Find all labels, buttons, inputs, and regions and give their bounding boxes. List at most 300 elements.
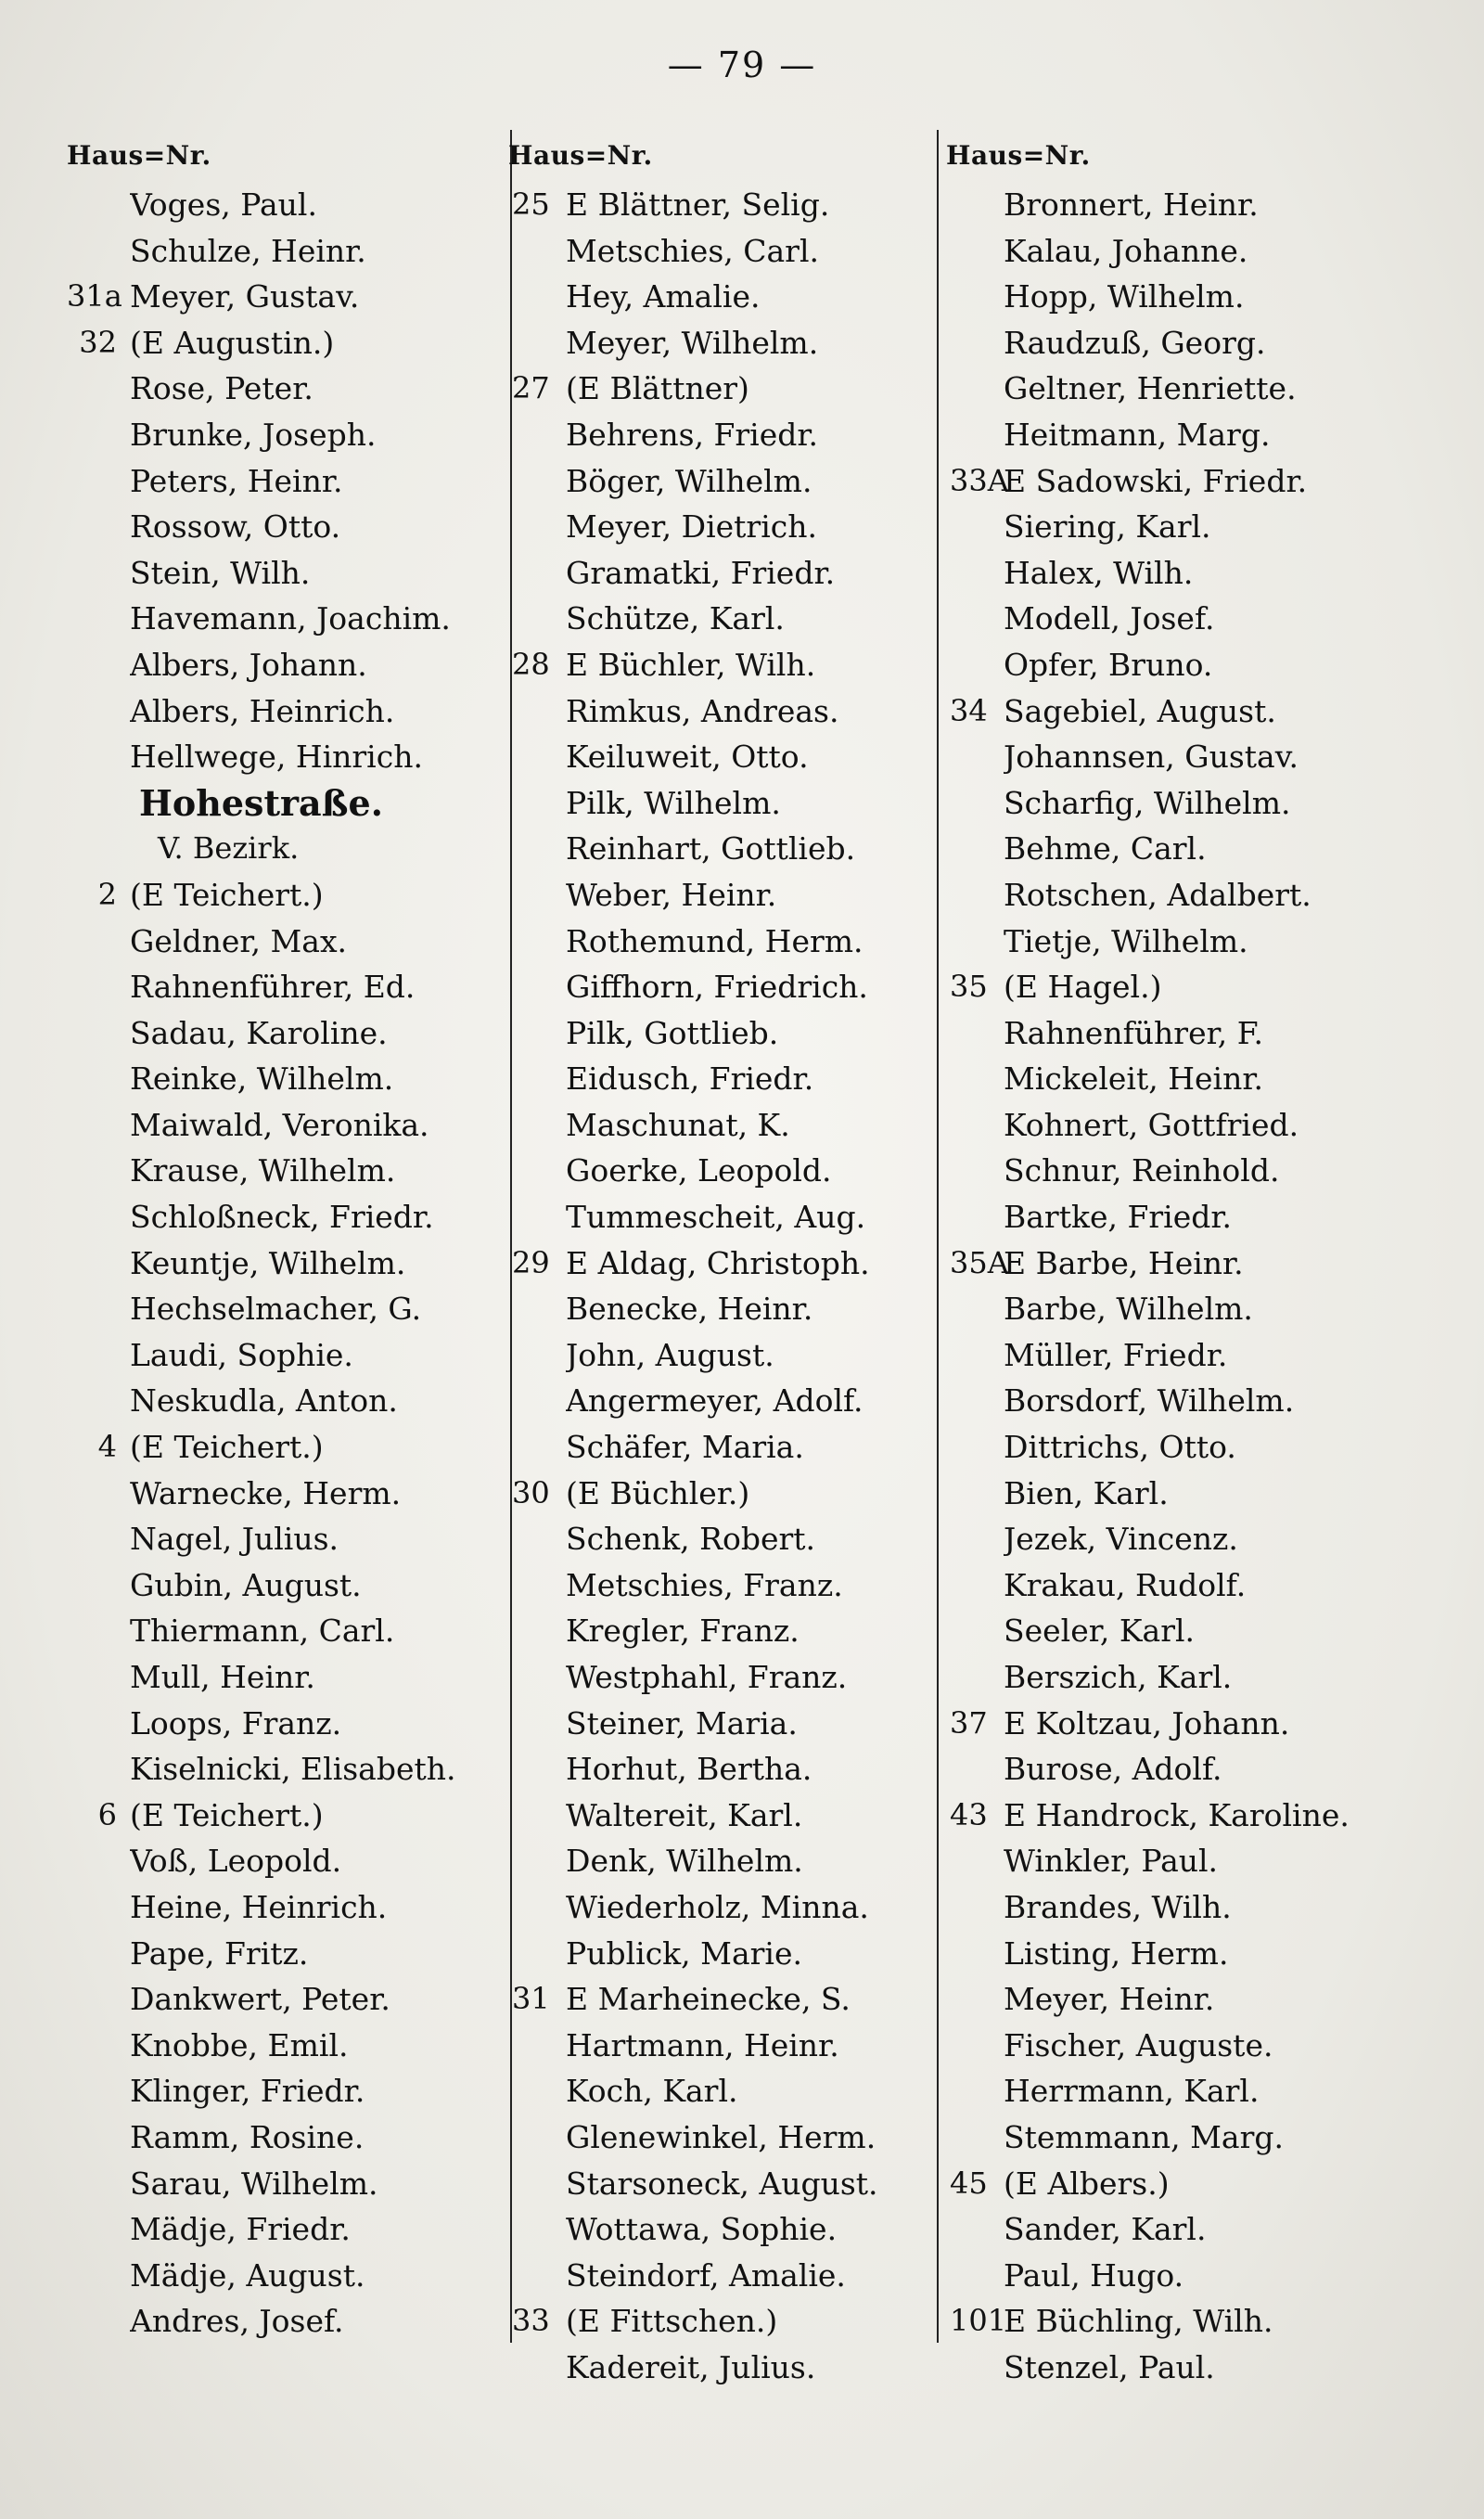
directory-entry <box>67 1608 503 1654</box>
directory-entry <box>946 1010 1410 1057</box>
house-number <box>946 182 1004 228</box>
resident-name: Neskudla, Anton. <box>130 1382 398 1420</box>
resident-name: Halex, Wilh. <box>1004 554 1194 591</box>
house-number <box>508 1332 566 1379</box>
directory-entry <box>508 1746 944 1793</box>
resident-name: Loops, Franz. <box>130 1704 342 1741</box>
house-number <box>946 872 1004 919</box>
resident-name: Andres, Josef. <box>130 2303 344 2340</box>
resident-name: V. Bezirk. <box>158 830 300 867</box>
directory-entry <box>67 550 503 597</box>
directory-entry <box>67 2068 503 2114</box>
resident-name: Dankwert, Peter. <box>130 1981 390 2018</box>
resident-name: Mädje, August. <box>130 2256 365 2294</box>
house-number <box>508 1148 566 1194</box>
house-number <box>508 1884 566 1931</box>
house-number <box>67 1056 130 1102</box>
house-number <box>946 320 1004 366</box>
house-number <box>508 1424 566 1471</box>
directory-entry <box>508 919 944 965</box>
directory-entry <box>67 1654 503 1701</box>
resident-name: Warnecke, Herm. <box>130 1474 402 1511</box>
directory-entry <box>508 1608 944 1654</box>
directory-entry <box>67 274 503 320</box>
house-number <box>946 1332 1004 1379</box>
column-header: Haus=Nr. <box>508 140 653 171</box>
house-number <box>946 504 1004 550</box>
house-number <box>67 1516 130 1562</box>
house-number <box>508 826 566 872</box>
resident-name: Pilk, Wilhelm. <box>566 784 781 821</box>
resident-name: (E Blättner) <box>566 370 749 407</box>
directory-entry <box>67 182 503 228</box>
directory-entry <box>67 964 503 1010</box>
resident-name: Nagel, Julius. <box>130 1521 339 1558</box>
house-number <box>67 182 130 228</box>
house-number <box>946 274 1004 320</box>
resident-name: Geltner, Henriette. <box>1004 370 1297 407</box>
resident-name: Klinger, Friedr. <box>130 2073 365 2110</box>
resident-name: Havemann, Joachim. <box>130 600 451 637</box>
resident-name: Meyer, Gustav. <box>130 278 360 315</box>
directory-entry <box>946 366 1410 412</box>
directory-entry <box>508 1148 944 1194</box>
resident-name: Metschies, Carl. <box>566 232 819 269</box>
resident-name: Jezek, Vincenz. <box>1004 1521 1238 1558</box>
resident-name: Gubin, August. <box>130 1566 362 1603</box>
directory-entry <box>508 734 944 780</box>
house-number: 27 <box>512 370 550 406</box>
resident-name: Horhut, Bertha. <box>566 1751 812 1788</box>
directory-entry <box>67 1701 503 1747</box>
house-number <box>946 596 1004 642</box>
directory-entry <box>946 1516 1410 1562</box>
resident-name: (E Teichert.) <box>130 1429 324 1466</box>
resident-name: Meyer, Wilhelm. <box>566 324 819 361</box>
directory-entry <box>946 550 1410 597</box>
house-number: 25 <box>512 186 550 222</box>
house-number <box>508 872 566 919</box>
directory-entry <box>67 1793 503 1839</box>
directory-entry <box>508 1976 944 2023</box>
district-label <box>67 826 503 872</box>
resident-name: Giffhorn, Friedrich. <box>566 969 868 1006</box>
resident-name: Sander, Karl. <box>1004 2211 1207 2248</box>
resident-name: Rahnenführer, F. <box>1004 1014 1263 1051</box>
resident-name: (E Albers.) <box>1004 2165 1170 2202</box>
directory-entry <box>946 2298 1410 2345</box>
directory-entry <box>67 1838 503 1884</box>
resident-name: Stemmann, Marg. <box>1004 2118 1284 2155</box>
resident-name: Bronnert, Heinr. <box>1004 186 1259 223</box>
resident-name: Wottawa, Sophie. <box>566 2211 838 2248</box>
house-number <box>508 2161 566 2207</box>
house-number <box>508 1378 566 1424</box>
resident-name: Schloßneck, Friedr. <box>130 1199 434 1236</box>
street-heading <box>67 780 503 827</box>
column-rows <box>508 182 944 2391</box>
house-number <box>508 2253 566 2299</box>
resident-name: Brandes, Wilh. <box>1004 1888 1232 1925</box>
house-number <box>946 1102 1004 1149</box>
directory-entry <box>508 550 944 597</box>
house-number: 45 <box>950 2165 988 2201</box>
house-number <box>508 688 566 735</box>
resident-name: Koch, Karl. <box>566 2073 738 2110</box>
directory-entry <box>946 1056 1410 1102</box>
house-number <box>946 919 1004 965</box>
house-number <box>67 1838 130 1884</box>
resident-name: Schulze, Heinr. <box>130 232 366 269</box>
house-number <box>946 366 1004 412</box>
column-1 <box>67 130 503 2345</box>
directory-entry <box>946 1654 1410 1701</box>
resident-name: (E Teichert.) <box>130 876 324 913</box>
directory-entry <box>946 780 1410 827</box>
house-number <box>67 1240 130 1287</box>
resident-name: Pilk, Gottlieb. <box>566 1014 779 1051</box>
house-number <box>946 228 1004 275</box>
house-number <box>946 1884 1004 1931</box>
directory-entry <box>508 504 944 550</box>
house-number <box>67 2206 130 2253</box>
resident-name: Schütze, Karl. <box>566 600 785 637</box>
house-number <box>67 1654 130 1701</box>
directory-entry <box>508 596 944 642</box>
house-number <box>508 504 566 550</box>
directory-entry <box>67 228 503 275</box>
resident-name: Kalau, Johanne. <box>1004 232 1248 269</box>
directory-entry <box>67 1931 503 1977</box>
house-number <box>67 550 130 597</box>
directory-entry <box>508 1838 944 1884</box>
resident-name: Bien, Karl. <box>1004 1474 1169 1511</box>
house-number: 2 <box>97 876 117 912</box>
directory-entry <box>946 412 1410 458</box>
directory-entry <box>67 2206 503 2253</box>
house-number <box>946 734 1004 780</box>
resident-name: Mädje, Friedr. <box>130 2211 351 2248</box>
directory-entry <box>508 458 944 505</box>
resident-name: Mickeleit, Heinr. <box>1004 1060 1263 1098</box>
directory-entry <box>508 1240 944 1287</box>
directory-entry <box>946 1976 1410 2023</box>
house-number: 32 <box>79 324 117 360</box>
column-rows <box>67 182 503 2345</box>
house-number <box>67 1148 130 1194</box>
resident-name: Hartmann, Heinr. <box>566 2026 839 2063</box>
resident-name: Kadereit, Julius. <box>566 2348 816 2385</box>
resident-name: Glenewinkel, Herm. <box>566 2118 876 2155</box>
directory-entry <box>946 2253 1410 2299</box>
directory-entry <box>508 2161 944 2207</box>
house-number <box>67 2253 130 2299</box>
directory-entry <box>508 182 944 228</box>
house-number <box>67 1746 130 1793</box>
resident-name: E Aldag, Christoph. <box>566 1244 870 1281</box>
directory-entry <box>946 964 1410 1010</box>
house-number <box>67 1010 130 1057</box>
house-number <box>508 320 566 366</box>
resident-name: Listing, Herm. <box>1004 1934 1229 1972</box>
house-number <box>508 964 566 1010</box>
directory-entry <box>508 1562 944 1609</box>
resident-name: Sarau, Wilhelm. <box>130 2165 378 2202</box>
directory-entry <box>67 320 503 366</box>
directory-entry <box>946 458 1410 505</box>
resident-name: Goerke, Leopold. <box>566 1152 832 1189</box>
house-number <box>508 2068 566 2114</box>
resident-name: Maiwald, Veronika. <box>130 1106 429 1143</box>
house-number <box>946 2206 1004 2253</box>
directory-entry <box>508 1378 944 1424</box>
directory-entry <box>508 1701 944 1747</box>
page-number: — 79 — <box>667 45 817 85</box>
house-number <box>946 1378 1004 1424</box>
resident-name: Burose, Adolf. <box>1004 1751 1222 1788</box>
house-number <box>946 2253 1004 2299</box>
resident-name: Thiermann, Carl. <box>130 1613 395 1650</box>
directory-entry <box>946 1701 1410 1747</box>
house-number <box>67 919 130 965</box>
resident-name: Borsdorf, Wilhelm. <box>1004 1382 1295 1420</box>
resident-name: Wiederholz, Minna. <box>566 1888 869 1925</box>
house-number <box>508 458 566 505</box>
resident-name: Winkler, Paul. <box>1004 1843 1219 1880</box>
directory-entry <box>946 826 1410 872</box>
house-number <box>946 1148 1004 1194</box>
resident-name: (E Fittschen.) <box>566 2303 778 2340</box>
house-number <box>67 1471 130 1517</box>
house-number <box>67 1562 130 1609</box>
resident-name: Metschies, Franz. <box>566 1566 843 1603</box>
resident-name: John, August. <box>566 1336 774 1373</box>
house-number <box>508 1608 566 1654</box>
directory-entry <box>946 919 1410 965</box>
resident-name: Knobbe, Emil. <box>130 2026 349 2063</box>
resident-name: Albers, Heinrich. <box>130 692 395 729</box>
directory-entry <box>508 2114 944 2161</box>
resident-name: E Barbe, Heinr. <box>1004 1244 1244 1281</box>
directory-entry <box>67 1148 503 1194</box>
resident-name: Peters, Heinr. <box>130 462 343 499</box>
house-number <box>946 1562 1004 1609</box>
resident-name: Schäfer, Maria. <box>566 1429 804 1466</box>
directory-entry <box>508 1102 944 1149</box>
resident-name: Kiselnicki, Elisabeth. <box>130 1751 456 1788</box>
resident-name: Hey, Amalie. <box>566 278 761 315</box>
house-number <box>67 1931 130 1977</box>
resident-name: Berszich, Karl. <box>1004 1659 1233 1695</box>
directory-entry <box>508 826 944 872</box>
directory-entry <box>67 1378 503 1424</box>
directory-entry <box>508 688 944 735</box>
house-number <box>508 228 566 275</box>
house-number <box>946 1608 1004 1654</box>
resident-name: Rose, Peter. <box>130 370 313 407</box>
directory-entry <box>67 1746 503 1793</box>
house-number <box>946 1654 1004 1701</box>
resident-name: Laudi, Sophie. <box>130 1336 353 1373</box>
resident-name: Rotschen, Adalbert. <box>1004 876 1311 913</box>
directory-entry <box>946 1424 1410 1471</box>
directory-entry <box>67 1562 503 1609</box>
resident-name: Weber, Heinr. <box>566 876 777 913</box>
resident-name: Benecke, Heinr. <box>566 1291 813 1328</box>
directory-entry <box>508 320 944 366</box>
resident-name: Geldner, Max. <box>130 922 348 959</box>
house-number <box>508 1010 566 1057</box>
resident-name: E Büchling, Wilh. <box>1004 2303 1273 2340</box>
resident-name: Heitmann, Marg. <box>1004 416 1271 453</box>
house-number <box>946 412 1004 458</box>
house-number <box>508 1654 566 1701</box>
house-number <box>67 504 130 550</box>
directory-entry <box>946 872 1410 919</box>
house-number <box>67 2161 130 2207</box>
house-number <box>946 2023 1004 2069</box>
house-number <box>946 550 1004 597</box>
directory-entry <box>67 1286 503 1332</box>
house-number <box>67 412 130 458</box>
house-number <box>946 826 1004 872</box>
directory-entry <box>67 1976 503 2023</box>
resident-name: E Büchler, Wilh. <box>566 646 816 683</box>
directory-entry <box>946 2345 1410 2391</box>
resident-name: Westphahl, Franz. <box>566 1659 848 1695</box>
directory-entry <box>67 1056 503 1102</box>
resident-name: Gramatki, Friedr. <box>566 554 836 591</box>
directory-entry <box>508 1793 944 1839</box>
resident-name: Herrmann, Karl. <box>1004 2073 1260 2110</box>
resident-name: Bartke, Friedr. <box>1004 1199 1232 1236</box>
resident-name: Eidusch, Friedr. <box>566 1060 814 1098</box>
house-number <box>67 1286 130 1332</box>
resident-name: Fischer, Auguste. <box>1004 2026 1273 2063</box>
directory-entry <box>67 734 503 780</box>
column-2 <box>508 130 944 2391</box>
house-number <box>67 1378 130 1424</box>
directory-entry <box>67 596 503 642</box>
directory-entry <box>946 596 1410 642</box>
directory-entry <box>67 458 503 505</box>
house-number <box>946 1931 1004 1977</box>
directory-entry <box>508 228 944 275</box>
directory-entry <box>946 182 1410 228</box>
directory-entry <box>946 1286 1410 1332</box>
house-number <box>508 2206 566 2253</box>
house-number <box>67 964 130 1010</box>
directory-entry <box>67 2161 503 2207</box>
resident-name: Reinhart, Gottlieb. <box>566 830 856 868</box>
house-number <box>508 1102 566 1149</box>
resident-name: Maschunat, K. <box>566 1106 790 1143</box>
directory-entry <box>508 1471 944 1517</box>
house-number: 35 <box>950 969 988 1005</box>
resident-name: Krakau, Rudolf. <box>1004 1566 1247 1603</box>
house-number: 28 <box>512 646 550 682</box>
resident-name: E Handrock, Karoline. <box>1004 1796 1350 1833</box>
house-number <box>508 274 566 320</box>
resident-name: E Blättner, Selig. <box>566 186 830 223</box>
directory-entry <box>67 1332 503 1379</box>
resident-name: Voß, Leopold. <box>130 1843 342 1880</box>
directory-entry <box>67 1102 503 1149</box>
directory-entry <box>508 1424 944 1471</box>
resident-name: Stein, Wilh. <box>130 554 311 591</box>
resident-name: Steindorf, Amalie. <box>566 2256 846 2294</box>
house-number <box>946 1010 1004 1057</box>
house-number: 6 <box>97 1796 117 1832</box>
directory-entry <box>946 504 1410 550</box>
resident-name: Krause, Wilhelm. <box>130 1152 396 1189</box>
resident-name: Scharfig, Wilhelm. <box>1004 784 1291 821</box>
house-number <box>508 1286 566 1332</box>
resident-name: Kohnert, Gottfried. <box>1004 1106 1299 1143</box>
house-number <box>67 2114 130 2161</box>
house-number <box>67 2068 130 2114</box>
resident-name: Sadau, Karoline. <box>130 1014 388 1051</box>
house-number <box>67 780 130 827</box>
house-number <box>946 1194 1004 1240</box>
directory-entry <box>67 504 503 550</box>
house-number <box>67 458 130 505</box>
resident-name: Mull, Heinr. <box>130 1659 315 1695</box>
column-header: Haus=Nr. <box>946 140 1091 171</box>
directory-entry <box>946 320 1410 366</box>
resident-name: Raudzuß, Georg. <box>1004 324 1266 361</box>
directory-entry <box>508 964 944 1010</box>
house-number <box>67 228 130 275</box>
resident-name: Reinke, Wilhelm. <box>130 1060 394 1098</box>
house-number: 43 <box>950 1796 988 1832</box>
resident-name: Opfer, Bruno. <box>1004 646 1213 683</box>
house-number <box>946 1976 1004 2023</box>
resident-name: Meyer, Dietrich. <box>566 508 817 546</box>
house-number <box>508 1931 566 1977</box>
resident-name: Steiner, Maria. <box>566 1704 798 1741</box>
directory-entry <box>946 1562 1410 1609</box>
house-number <box>508 596 566 642</box>
directory-entry <box>508 412 944 458</box>
house-number <box>67 642 130 688</box>
directory-entry <box>67 642 503 688</box>
resident-name: Albers, Johann. <box>130 646 367 683</box>
house-number <box>946 2345 1004 2391</box>
house-number <box>946 1424 1004 1471</box>
directory-entry <box>67 872 503 919</box>
house-number <box>508 1056 566 1102</box>
house-number: 30 <box>512 1474 550 1510</box>
resident-name: Pape, Fritz. <box>130 1934 309 1972</box>
directory-entry <box>67 366 503 412</box>
directory-entry <box>946 1746 1410 1793</box>
directory-entry <box>946 734 1410 780</box>
directory-entry <box>67 1516 503 1562</box>
resident-name: (E Augustin.) <box>130 324 335 361</box>
house-number <box>508 1562 566 1609</box>
directory-entry <box>946 1378 1410 1424</box>
house-number: 29 <box>512 1244 550 1280</box>
directory-entry <box>67 1884 503 1931</box>
directory-entry <box>508 1931 944 1977</box>
directory-entry <box>508 1654 944 1701</box>
resident-name: Tietje, Wilhelm. <box>1004 922 1248 959</box>
directory-entry <box>67 2298 503 2345</box>
directory-entry <box>946 1332 1410 1379</box>
directory-entry <box>508 366 944 412</box>
directory-entry <box>946 1608 1410 1654</box>
